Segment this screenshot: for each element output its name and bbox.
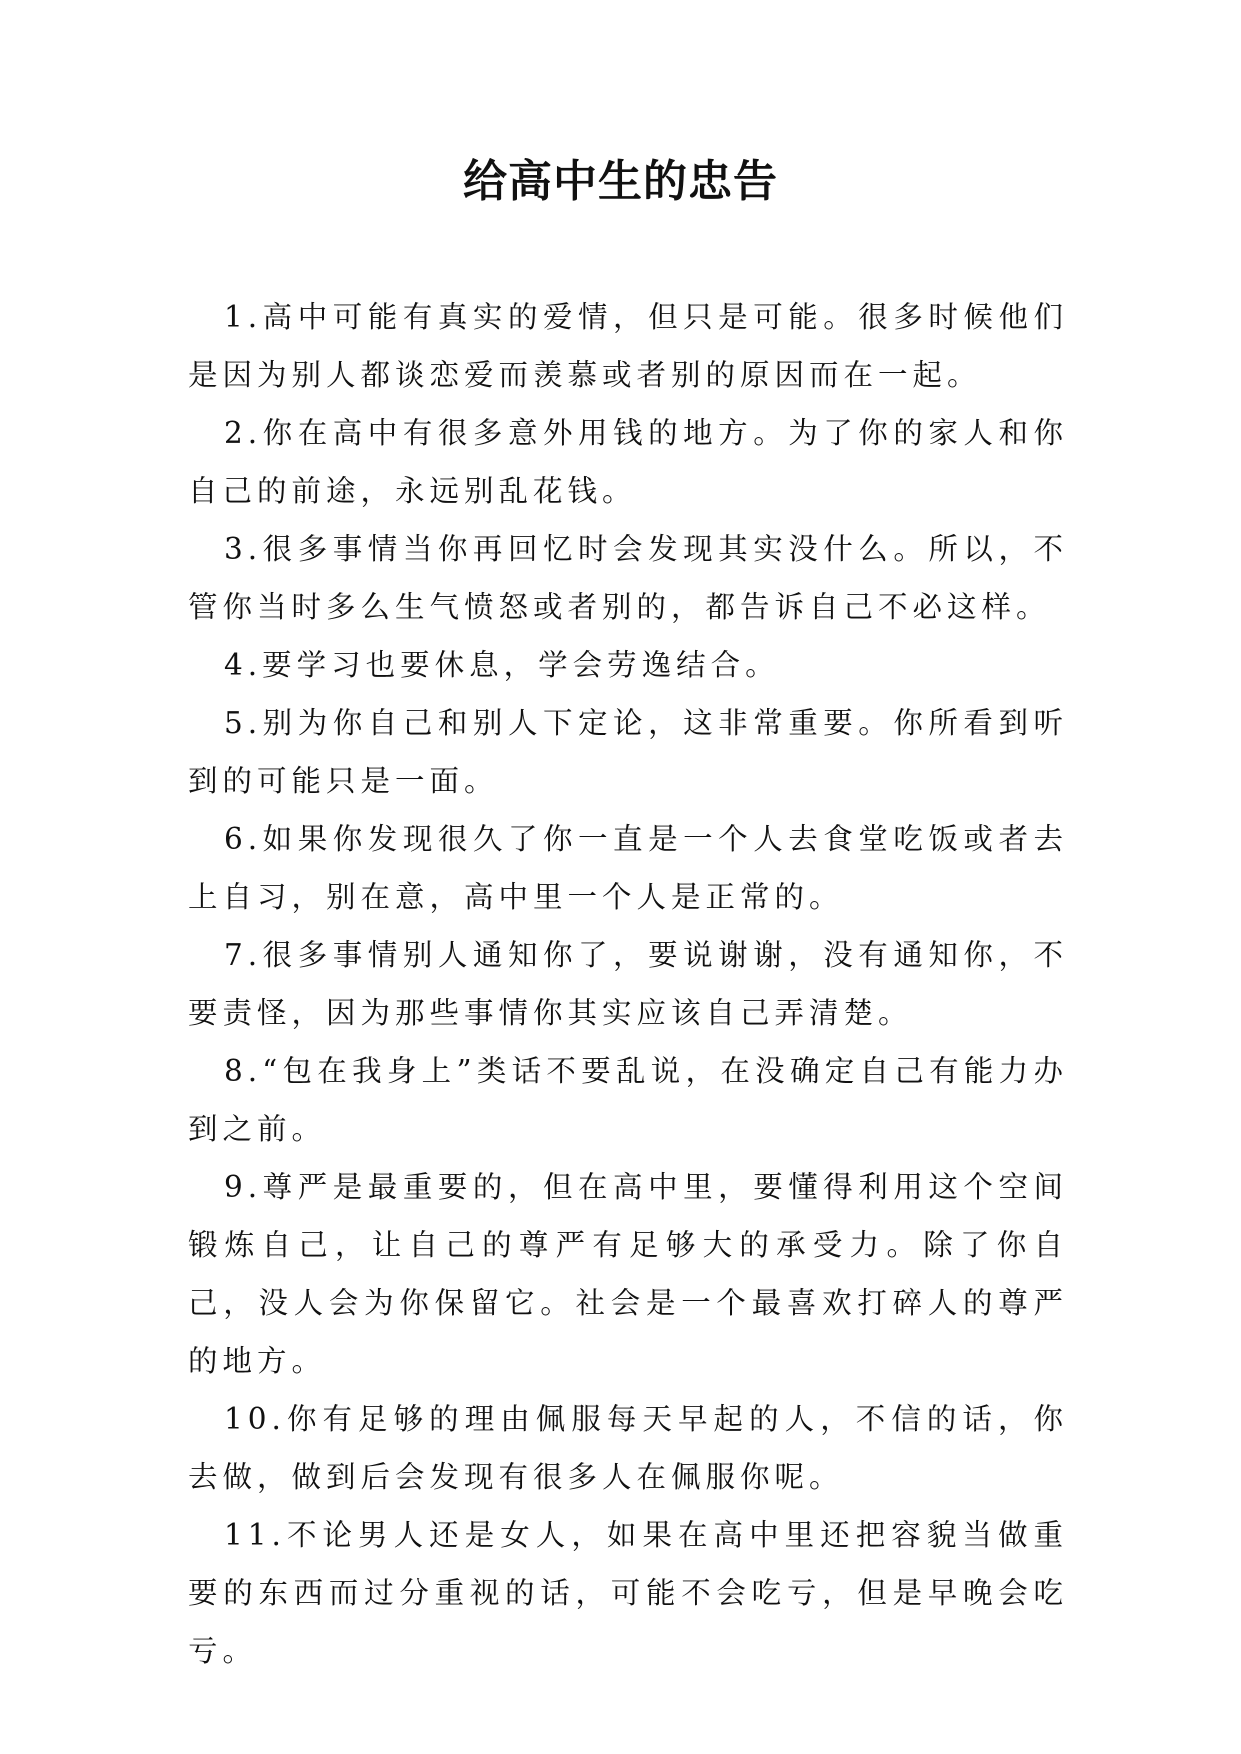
document-body [188,288,1068,1680]
advice-paragraph-10: 10.你有足够的理由佩服每天早起的人，不信的话，你去做，做到后会发现有很多人在佩服你呢。 [188,1402,1068,1494]
advice-paragraph-11: 11.不论男人还是女人，如果在高中里还把容貌当做重要的东西而过分重视的话，可能不会吃亏，但是早晚会吃亏。 [188,1518,1068,1668]
advice-paragraph-8: 8.“包在我身上”类话不要乱说，在没确定自己有能力办到之前。 [188,1054,1068,1146]
advice-paragraph-5: 5.别为你自己和别人下定论，这非常重要。你所看到听到的可能只是一面。 [188,706,1068,798]
advice-paragraph-7: 7.很多事情别人通知你了，要说谢谢，没有通知你，不要责怪，因为那些事情你其实应该自己弄清楚。 [188,938,1068,1030]
advice-paragraph-3: 3.很多事情当你再回忆时会发现其实没什么。所以，不管你当时多么生气愤怒或者别的，都告诉自己不必这样。 [188,532,1068,624]
document-title: 给高中生的忠告 [463,156,778,207]
advice-paragraph-2: 2.你在高中有很多意外用钱的地方。为了你的家人和你自己的前途，永远别乱花钱。 [188,416,1068,508]
advice-paragraph-4: 4.要学习也要休息，学会劳逸结合。 [224,648,780,682]
advice-paragraph-6: 6.如果你发现很久了你一直是一个人去食堂吃饭或者去上自习，别在意，高中里一个人是正常的。 [188,822,1068,914]
advice-paragraph-1: 1.高中可能有真实的爱情，但只是可能。很多时候他们是因为别人都谈恋爱而羡慕或者别的原因而在一起。 [188,300,1068,392]
advice-paragraph-9: 9.尊严是最重要的，但在高中里，要懂得利用这个空间锻炼自己，让自己的尊严有足够大的承受力。除了你自己，没人会为你保留它。社会是一个最喜欢打碎人的尊严的地方。 [188,1170,1068,1378]
